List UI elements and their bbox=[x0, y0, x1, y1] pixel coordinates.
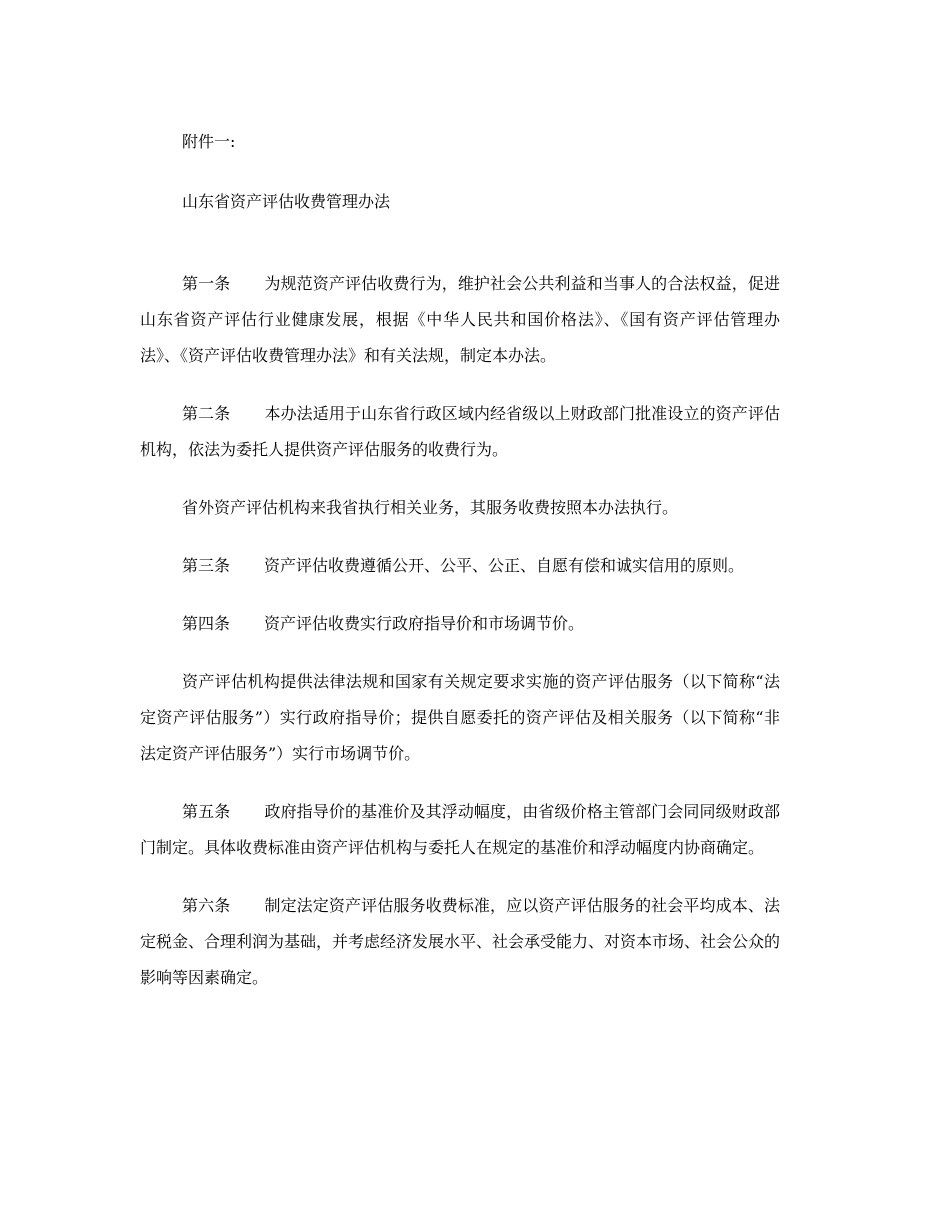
article-4-paragraph bbox=[140, 664, 780, 772]
article-3 bbox=[140, 548, 780, 584]
article-text: 资产评估收费遵循公开、公平、公正、自愿有偿和诚实信用的原则。 bbox=[264, 556, 745, 575]
article-1 bbox=[140, 266, 780, 374]
attachment-label: 附件一: bbox=[182, 132, 236, 151]
article-number: 第五条 bbox=[182, 802, 231, 821]
article-number: 第六条 bbox=[182, 896, 231, 915]
article-text: 制定法定资产评估服务收费标准，应以资产评估服务的社会平均成本、法定税金、合理利润为基础，并考虑经济发展水平、社会承受能力、对资本市场、社会公众的影响等因素确定。 bbox=[140, 896, 781, 987]
article-number: 第一条 bbox=[182, 274, 231, 293]
article-text: 为规范资产评估收费行为，维护社会公共利益和当事人的合法权益，促进山东省资产评估行业健康发展，根据《中华人民共和国价格法》、《国有资产评估管理办法》、《资产评估收费管理办法》和有关法规，制定本办法。 bbox=[140, 274, 780, 365]
document-body bbox=[140, 124, 780, 996]
article-6 bbox=[140, 888, 780, 996]
article-text: 资产评估机构提供法律法规和国家有关规定要求实施的资产评估服务（以下简称“法定资产评估服务”）实行政府指导价；提供自愿委托的资产评估及相关服务（以下简称“非法定资产评估服务”）实行市场调节价。 bbox=[140, 672, 780, 763]
article-number: 第四条 bbox=[182, 614, 231, 633]
article-4 bbox=[140, 606, 780, 642]
article-5 bbox=[140, 794, 780, 866]
article-number: 第二条 bbox=[182, 404, 231, 423]
article-text: 资产评估收费实行政府指导价和市场调节价。 bbox=[264, 614, 585, 633]
article-2-paragraph bbox=[140, 490, 780, 526]
article-text: 省外资产评估机构来我省执行相关业务，其服务收费按照本办法执行。 bbox=[182, 498, 679, 517]
article-number: 第三条 bbox=[182, 556, 231, 575]
article-text: 本办法适用于山东省行政区域内经省级以上财政部门批准设立的资产评估机构，依法为委托人提供资产评估服务的收费行为。 bbox=[140, 404, 780, 459]
article-text: 政府指导价的基准价及其浮动幅度，由省级价格主管部门会同同级财政部门制定。具体收费标准由资产评估机构与委托人在规定的基准价和浮动幅度内协商确定。 bbox=[140, 802, 780, 857]
article-2 bbox=[140, 396, 780, 468]
document-title: 山东省资产评估收费管理办法 bbox=[182, 192, 391, 211]
